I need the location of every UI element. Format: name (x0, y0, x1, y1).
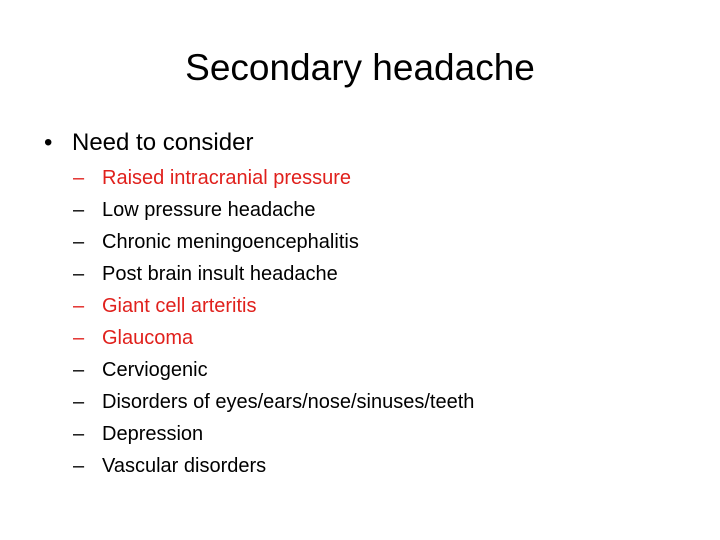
sub-bullet-marker: – (73, 359, 85, 381)
sub-bullet-marker: – (73, 199, 85, 221)
bullet-item (44, 127, 253, 159)
sub-bullet-text: Vascular disorders (102, 455, 267, 477)
sub-bullet-marker: – (73, 327, 85, 349)
sub-bullet-marker: – (73, 167, 85, 189)
sub-bullet-item (73, 195, 474, 227)
sub-bullet-item (73, 355, 474, 387)
sub-bullet-marker: – (73, 423, 85, 445)
sub-bullet-text: Low pressure headache (102, 199, 316, 221)
sub-bullet-marker: – (73, 231, 85, 253)
sub-bullet-text: Raised intracranial pressure (102, 167, 352, 189)
sub-bullet-list (73, 163, 474, 483)
sub-bullet-text: Depression (102, 423, 204, 445)
sub-bullet-marker: – (73, 455, 85, 477)
bullet-text: Need to consider (72, 129, 254, 156)
sub-bullet-marker: – (73, 295, 85, 317)
sub-bullet-item (73, 291, 474, 323)
sub-bullet-text: Disorders of eyes/ears/nose/sinuses/teeth (102, 391, 475, 413)
sub-bullet-text: Giant cell arteritis (102, 295, 257, 317)
bullet-marker: • (44, 129, 53, 156)
sub-bullet-text: Chronic meningoencephalitis (102, 231, 359, 253)
sub-bullet-item (73, 387, 474, 419)
sub-bullet-text: Post brain insult headache (102, 263, 338, 285)
sub-bullet-marker: – (73, 391, 85, 413)
sub-bullet-item (73, 323, 474, 355)
sub-bullet-text: Glaucoma (102, 327, 194, 349)
sub-bullet-marker: – (73, 263, 85, 285)
slide-title: Secondary headache (185, 47, 535, 88)
sub-bullet-item (73, 163, 474, 195)
sub-bullet-text: Cerviogenic (102, 359, 208, 381)
sub-bullet-item (73, 419, 474, 451)
sub-bullet-item (73, 227, 474, 259)
sub-bullet-item (73, 259, 474, 291)
sub-bullet-item (73, 451, 474, 483)
